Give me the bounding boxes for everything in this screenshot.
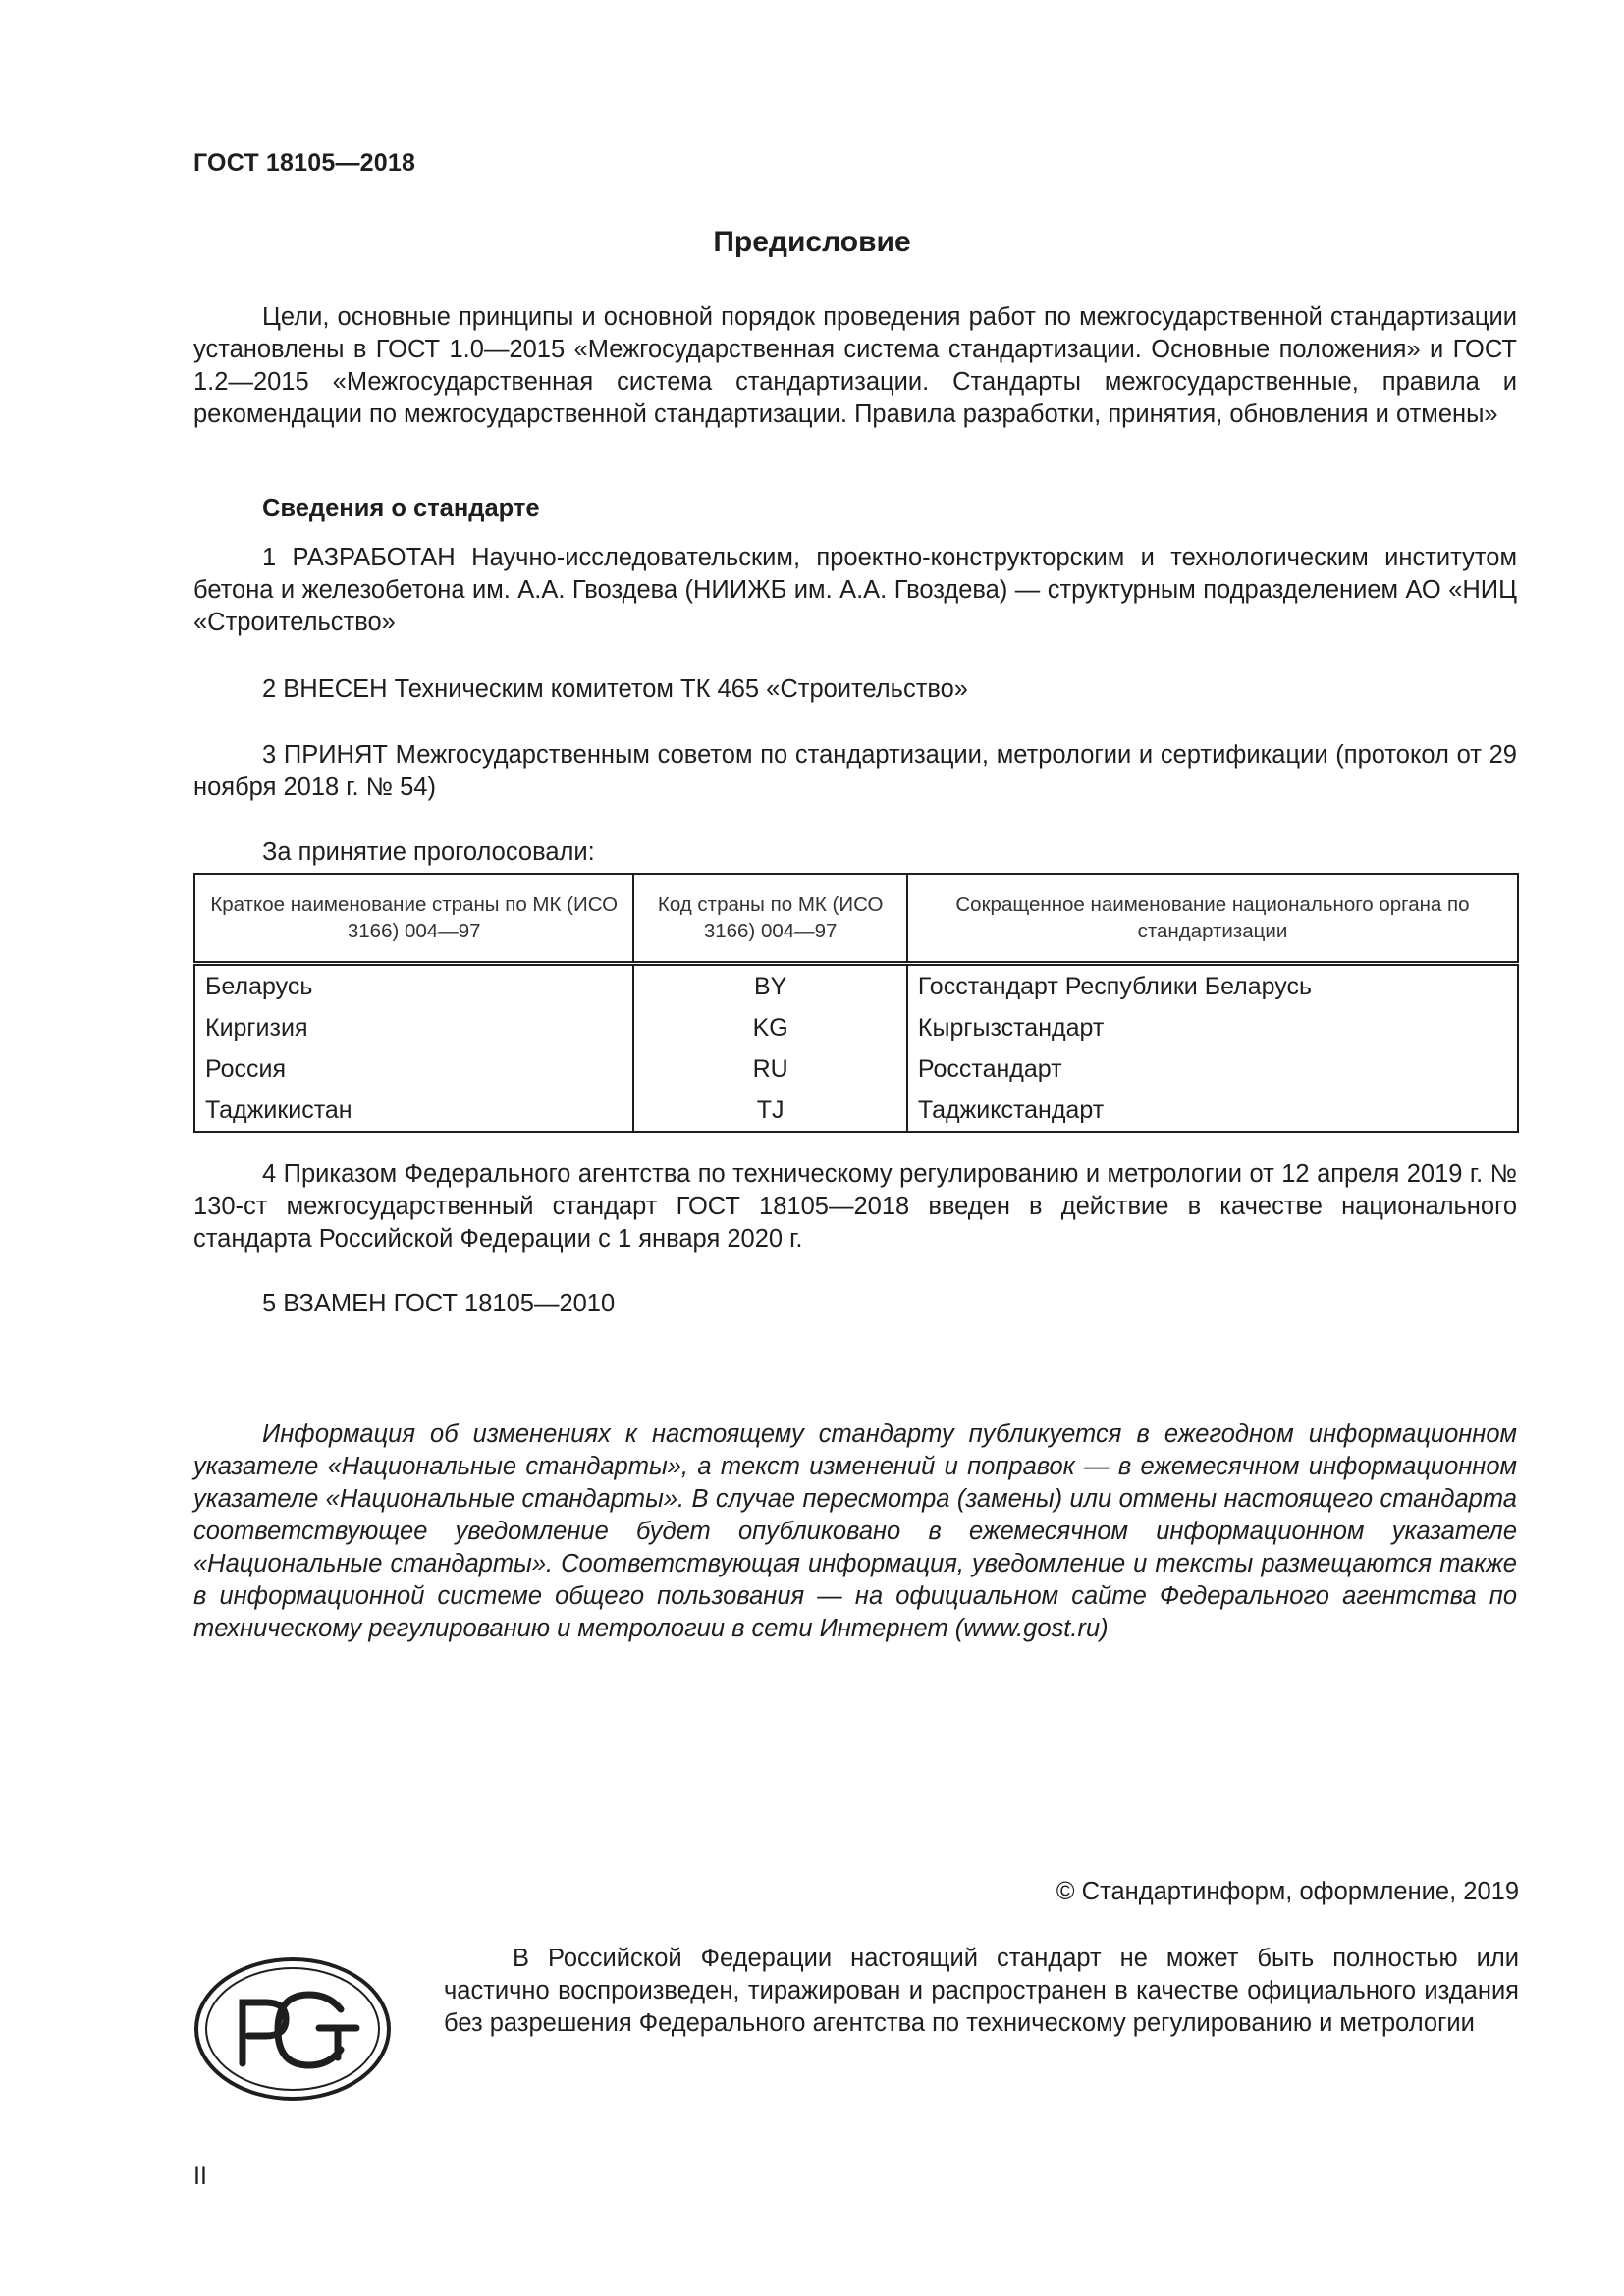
code-cell: KG (633, 1007, 907, 1048)
code-cell: BY (633, 964, 907, 1008)
body-cell: Госстандарт Республики Беларусь (917, 973, 1313, 1000)
notice-paragraph: Информация об изменениях к настоящему стандарту публикуется в ежегодном информационном указателе «Национальные стандарты», а текст изменений и поправок — в ежемесячном информационном указателе «Национальные стандарты». В случае пересмотра (замены) или отмены настоящего стандарта соответствующее уведомление будет опубликовано в ежемесячном информационном указателе «Национальные стандарты». Соответствующая информация, уведомление и тексты размещаются также в информационной системе общего пользования — на официальном сайте Федерального агентства по техническому регулированию и метрологии в сети Интернет (www.gost.ru) (193, 1420, 1517, 1642)
country-cell: Беларусь (194, 964, 633, 1008)
intro-section (193, 301, 1517, 431)
item-2: 2 ВНЕСЕН Техническим комитетом ТК 465 «Строительство» (262, 675, 968, 703)
copyright-line: © Стандартинформ, оформление, 2019 (1056, 1878, 1519, 1905)
body-cell: Кыргызстандарт (917, 1014, 1105, 1041)
item-4-section (193, 1158, 1517, 1255)
rights-notice (444, 1943, 1519, 2040)
country-cell: Россия (194, 1048, 633, 1090)
country-cell: Киргизия (194, 1007, 633, 1048)
column-header-body: Сокращенное наименование национального органа по стандартизации (907, 874, 1518, 964)
item-2-section (193, 673, 1517, 706)
standard-code: ГОСТ 18105—2018 (193, 149, 416, 177)
column-header-country: Краткое наименование страны по МК (ИСО 3166) 004—97 (194, 874, 633, 964)
code-cell: TJ (633, 1090, 907, 1132)
table-row (194, 1048, 1518, 1090)
vote-label-section (193, 836, 1517, 869)
country-cell: Таджикистан (194, 1090, 633, 1132)
vote-label: За принятие проголосовали: (262, 838, 595, 866)
intro-paragraph: Цели, основные принципы и основной порядок проведения работ по межгосударственной стандартизации установлены в ГОСТ 1.0—2015 «Межгосударственная система стандартизации. Основные положения» и ГОСТ 1.2—2015 «Межгосударственная система стандартизации. Стандарты межгосударственные, правила и рекомендации по межгосударственной стандартизации. Правила разработки, принятия, обновления и отмены» (193, 303, 1517, 428)
vote-table (193, 873, 1519, 1133)
code-cell: RU (633, 1048, 907, 1090)
item-5-section (193, 1288, 1517, 1320)
table-header-row (194, 874, 1518, 964)
notice-section (193, 1418, 1517, 1645)
info-heading: Сведения о стандарте (262, 495, 540, 522)
page-title: Предисловие (713, 226, 911, 258)
item-3: 3 ПРИНЯТ Межгосударственным советом по стандартизации, метрологии и сертификации (протокол от 29 ноября 2018 г. № 54) (193, 741, 1517, 801)
page-number: II (193, 2163, 207, 2190)
body-cell: Росстандарт (917, 1055, 1062, 1083)
column-header-code: Код страны по МК (ИСО 3166) 004—97 (633, 874, 907, 964)
item-3-section (193, 739, 1517, 804)
rights-paragraph: В Российской Федерации настоящий стандарт не может быть полностью или частично воспроизведен, тиражирован и распространен в качестве официального издания без разрешения Федерального агентства по техническому регулированию и метрологии (444, 1945, 1519, 2037)
item-1-section (193, 542, 1517, 639)
rst-logo-icon (193, 1955, 392, 2103)
table-row (194, 1007, 1518, 1048)
table-row (194, 964, 1518, 1008)
item-1: 1 РАЗРАБОТАН Научно-исследовательским, проектно-конструкторским и технологическим институтом бетона и железобетона им. А.А. Гвоздева (НИИЖБ им. А.А. Гвоздева) — структурным подразделением АО «НИЦ «Строительство» (193, 544, 1517, 636)
item-5: 5 ВЗАМЕН ГОСТ 18105—2010 (262, 1290, 616, 1317)
body-cell: Таджикстандарт (917, 1096, 1105, 1124)
item-4: 4 Приказом Федерального агентства по техническому регулированию и метрологии от 12 апреля 2019 г. № 130-ст межгосударственный стандарт ГОСТ 18105—2018 введен в действие в качестве национального стандарта Российской Федерации с 1 января 2020 г. (193, 1160, 1517, 1253)
table-row (194, 1090, 1518, 1132)
